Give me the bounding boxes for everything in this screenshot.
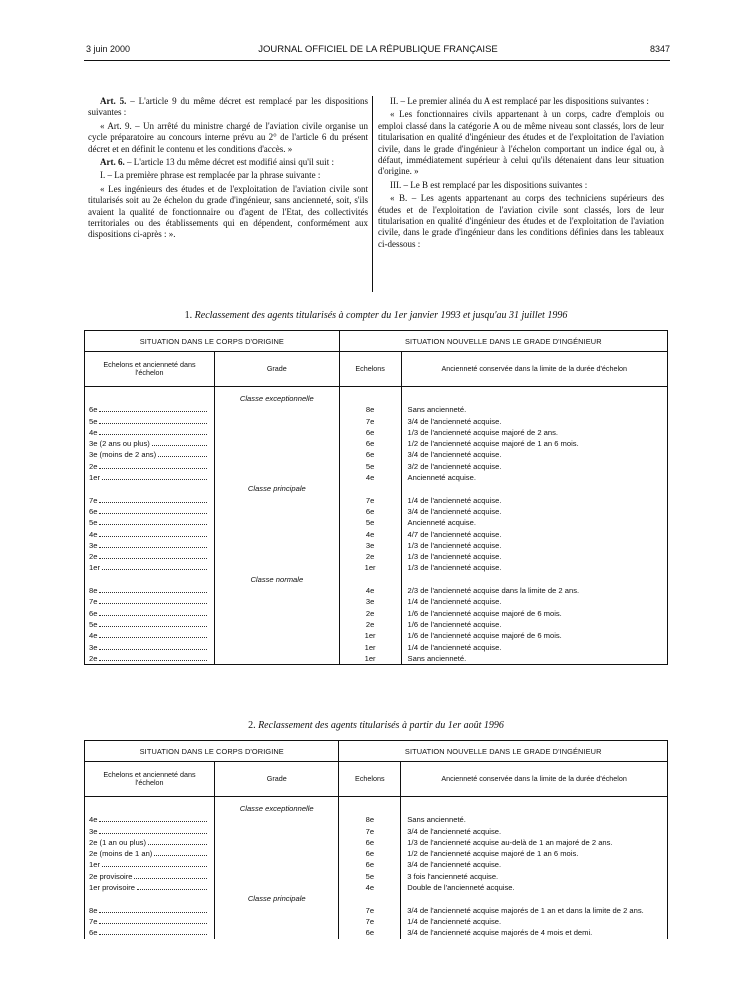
origin-echelon: 2e provisoire — [89, 871, 133, 881]
table-row — [85, 551, 668, 562]
dot-leader — [158, 449, 207, 457]
retained-seniority: 4/7 de l'ancienneté acquise. — [401, 529, 667, 540]
table-2-caption-number: 2. — [248, 720, 256, 731]
origin-echelon: 8e — [89, 905, 98, 915]
retained-seniority: 1/2 de l'ancienneté acquise majoré de 1 an 6 mois. — [401, 848, 668, 859]
left-text-column — [88, 96, 368, 243]
new-echelon: 2e — [339, 619, 401, 630]
dot-leader — [99, 596, 207, 604]
new-echelon: 3e — [339, 596, 401, 607]
origin-echelon-cell — [85, 596, 215, 607]
article-number: Art. 6. — [100, 157, 125, 168]
origin-echelon-cell — [85, 529, 215, 540]
dot-leader — [99, 529, 207, 537]
origin-echelon: 7e — [89, 916, 98, 926]
new-echelon: 6e — [339, 427, 401, 438]
retained-seniority: Ancienneté acquise. — [401, 517, 667, 528]
origin-echelon: 6e — [89, 608, 98, 618]
origin-echelon-cell — [85, 826, 215, 837]
retained-seniority: 1/6 de l'ancienneté acquise majoré de 6 mois. — [401, 608, 667, 619]
retained-seniority: 3/4 de l'ancienneté acquise. — [401, 826, 668, 837]
table-row — [85, 630, 668, 641]
origin-echelon: 4e — [89, 427, 98, 437]
dot-leader — [152, 438, 207, 446]
retained-seniority: 3/4 de l'ancienneté acquise majorés de 4 mois et demi. — [401, 927, 668, 938]
table-row — [85, 871, 668, 882]
origin-echelon: 1er provisoire — [89, 883, 136, 893]
origin-echelon: 7e — [89, 495, 98, 505]
grade-label: Classe principale — [214, 893, 339, 904]
retained-seniority: Sans ancienneté. — [401, 404, 667, 415]
grade-group-row — [85, 483, 668, 494]
table-row — [85, 608, 668, 619]
new-echelon: 8e — [339, 404, 401, 415]
dot-leader — [154, 848, 207, 856]
grade-group-row — [85, 893, 668, 904]
new-echelon: 7e — [339, 905, 401, 916]
table-row — [85, 562, 668, 573]
section-new-header: SITUATION NOUVELLE DANS LE GRADE D'INGÉNIEUR — [339, 741, 668, 762]
column-header-2: Grade — [214, 352, 339, 387]
dot-leader — [148, 837, 207, 845]
table-row — [85, 596, 668, 607]
dot-leader — [99, 404, 207, 412]
origin-echelon: 2e — [89, 552, 98, 562]
table-1-caption — [0, 310, 752, 321]
dot-leader — [99, 506, 207, 514]
origin-echelon: 3e — [89, 642, 98, 652]
table-row — [85, 529, 668, 540]
table-row — [85, 449, 668, 460]
paragraph-text: – L'article 9 du même décret est remplacé par les dispositions suivantes : — [88, 96, 369, 118]
new-echelon: 2e — [339, 551, 401, 562]
retained-seniority: Ancienneté acquise. — [401, 472, 667, 483]
right-paragraph: « B. – Les agents appartenant au corps des techniciens supérieurs des études et de l'exploitation de l'aviation civile sont classés, lors de leur titularisation en qualité d'ingénieur des études et de l'exploitation de l'aviation civile, dans le grade d'ingénieur dans les conditions définies dans les tableaux ci-dessous : — [378, 193, 664, 249]
paragraph-text: « Art. 9. – Un arrêté du ministre chargé de l'aviation civile organise un cycle préparatoire au concours interne prévu au 2° de l'article 6 du présent décret et en définit le contenu et les conditions d'accès. » — [88, 120, 368, 154]
header-date: 3 juin 2000 — [86, 44, 131, 54]
retained-seniority: 1/4 de l'ancienneté acquise. — [401, 642, 667, 653]
new-echelon: 6e — [339, 449, 401, 460]
new-echelon: 1er — [339, 653, 401, 665]
retained-seniority: 1/4 de l'ancienneté acquise. — [401, 916, 668, 927]
new-echelon: 4e — [339, 585, 401, 596]
origin-echelon: 8e — [89, 586, 98, 596]
table-row — [85, 404, 668, 415]
origin-echelon: 5e — [89, 416, 98, 426]
retained-seniority: Sans ancienneté. — [401, 653, 667, 665]
origin-echelon-cell — [85, 551, 215, 562]
table-row — [85, 461, 668, 472]
grade-group-row — [85, 803, 668, 814]
column-divider — [372, 96, 373, 292]
table-row — [85, 585, 668, 596]
section-header-row — [85, 331, 668, 352]
article-number: Art. 5. — [100, 96, 127, 106]
dot-leader — [102, 859, 207, 867]
left-paragraph — [88, 96, 368, 119]
table-row — [85, 642, 668, 653]
retained-seniority: 1/6 de l'ancienneté acquise. — [401, 619, 667, 630]
origin-echelon-cell — [85, 630, 215, 641]
dot-leader — [99, 461, 207, 469]
table-row — [85, 882, 668, 893]
table-row — [85, 427, 668, 438]
dot-leader — [99, 642, 207, 650]
new-echelon: 4e — [339, 882, 401, 893]
origin-echelon: 2e (1 an ou plus) — [89, 837, 146, 847]
table-row — [85, 619, 668, 630]
left-paragraph — [88, 121, 368, 155]
column-header-4: Ancienneté conservée dans la limite de la durée d'échelon — [401, 762, 668, 797]
origin-echelon: 2e — [89, 653, 98, 663]
origin-echelon-cell — [85, 461, 215, 472]
new-echelon: 1er — [339, 562, 401, 573]
retained-seniority: 3/4 de l'ancienneté acquise. — [401, 859, 668, 870]
left-paragraph — [88, 157, 368, 168]
retained-seniority: 3/4 de l'ancienneté acquise. — [401, 506, 667, 517]
retained-seniority: 1/3 de l'ancienneté acquise. — [401, 540, 667, 551]
dot-leader — [99, 619, 207, 627]
right-paragraph: « Les fonctionnaires civils appartenant à un corps, cadre d'emplois ou emploi classé dans la catégorie A ou de même niveau sont classés, lors de leur titularisation en qualité d'ingénieur des études et de l'exploitation de l'aviation civile, dans le grade d'ingénieur à l'échelon comportant un indice égal ou, à défaut, immédiatement supérieur à celui qu'ils détenaient dans leur situation d'origine. » — [378, 109, 664, 177]
dot-leader — [102, 562, 207, 570]
table-2-caption-text: Reclassement des agents titularisés à partir du 1er août 1996 — [258, 720, 504, 731]
retained-seniority: 3/4 de l'ancienneté acquise. — [401, 449, 667, 460]
origin-echelon-cell — [85, 882, 215, 893]
origin-echelon-cell — [85, 837, 215, 848]
new-echelon: 7e — [339, 416, 401, 427]
table-row — [85, 927, 668, 938]
table-row — [85, 472, 668, 483]
grade-label: Classe normale — [214, 574, 339, 585]
new-echelon: 8e — [339, 814, 401, 825]
dot-leader — [99, 916, 207, 924]
origin-echelon-cell — [85, 848, 215, 859]
right-paragraph: II. – Le premier alinéa du A est remplacé par les dispositions suivantes : — [390, 96, 649, 106]
table-row — [85, 814, 668, 825]
table-row — [85, 837, 668, 848]
retained-seniority: Sans ancienneté. — [401, 814, 668, 825]
new-echelon: 5e — [339, 461, 401, 472]
grade-label: Classe exceptionnelle — [214, 393, 339, 404]
table-row — [85, 495, 668, 506]
origin-echelon: 2e (moins de 1 an) — [89, 849, 153, 859]
origin-echelon-cell — [85, 814, 215, 825]
origin-echelon-cell — [85, 540, 215, 551]
retained-seniority: 1/3 de l'ancienneté acquise majoré de 2 ans. — [401, 427, 667, 438]
origin-echelon-cell — [85, 416, 215, 427]
origin-echelon: 6e — [89, 405, 98, 415]
retained-seniority: 1/4 de l'ancienneté acquise. — [401, 596, 667, 607]
new-echelon: 5e — [339, 871, 401, 882]
origin-echelon-cell — [85, 472, 215, 483]
table-1-caption-text: Reclassement des agents titularisés à compter du 1er janvier 1993 et jusqu'au 31 juillet 1996 — [194, 310, 568, 321]
table-row — [85, 540, 668, 551]
reclassement-table-1 — [84, 330, 668, 665]
header-rule — [84, 60, 670, 61]
retained-seniority: 3/4 de l'ancienneté acquise majorés de 1 an et dans la limite de 2 ans. — [401, 905, 668, 916]
origin-echelon-cell — [85, 642, 215, 653]
column-header-3: Echelons — [339, 762, 401, 797]
new-echelon: 7e — [339, 916, 401, 927]
retained-seniority: 1/3 de l'ancienneté acquise. — [401, 562, 667, 573]
section-new-header: SITUATION NOUVELLE DANS LE GRADE D'INGÉNIEUR — [339, 331, 667, 352]
right-text-column — [378, 96, 664, 252]
origin-echelon: 6e — [89, 506, 98, 516]
paragraph-text: « Les ingénieurs des études et de l'exploitation de l'aviation civile sont titularisés soit au 2e échelon du grade d'ingénieur, sans ancienneté, soit, s'ils avaient la qualité de fonctionnaire ou d'agent de l'Etat, des collectivités territoriales ou des établissements qui en dépendent, conformément aux dispositions ci-après : ». — [88, 183, 368, 240]
right-paragraph: III. – Le B est remplacé par les dispositions suivantes : — [390, 179, 588, 190]
dot-leader — [99, 814, 207, 822]
new-echelon: 1er — [339, 642, 401, 653]
new-echelon: 5e — [339, 517, 401, 528]
origin-echelon-cell — [85, 608, 215, 619]
table-row — [85, 438, 668, 449]
origin-echelon-cell — [85, 562, 215, 573]
origin-echelon-cell — [85, 404, 215, 415]
origin-echelon: 1er — [89, 563, 100, 573]
table-row — [85, 517, 668, 528]
grade-group-row — [85, 393, 668, 404]
retained-seniority: 1/2 de l'ancienneté acquise majoré de 1 an 6 mois. — [401, 438, 667, 449]
dot-leader — [99, 653, 207, 661]
origin-echelon-cell — [85, 495, 215, 506]
new-echelon: 6e — [339, 438, 401, 449]
dot-leader — [99, 551, 207, 559]
origin-echelon: 3e — [89, 826, 98, 836]
origin-echelon: 3e (moins de 2 ans) — [89, 450, 157, 460]
origin-echelon: 2e — [89, 461, 98, 471]
retained-seniority: 3/4 de l'ancienneté acquise. — [401, 416, 667, 427]
new-echelon: 7e — [339, 826, 401, 837]
dot-leader — [99, 826, 207, 834]
origin-echelon-cell — [85, 449, 215, 460]
origin-echelon: 3e (2 ans ou plus) — [89, 439, 150, 449]
new-echelon: 2e — [339, 608, 401, 619]
origin-echelon-cell — [85, 905, 215, 916]
origin-echelon: 1er — [89, 860, 100, 870]
retained-seniority: 1/3 de l'ancienneté acquise au-delà de 1 an majoré de 2 ans. — [401, 837, 668, 848]
origin-echelon-cell — [85, 438, 215, 449]
origin-echelon-cell — [85, 916, 215, 927]
table-row — [85, 905, 668, 916]
dot-leader — [99, 905, 207, 913]
retained-seniority: 1/3 de l'ancienneté acquise. — [401, 551, 667, 562]
origin-echelon-cell — [85, 427, 215, 438]
new-echelon: 6e — [339, 927, 401, 938]
dot-leader — [99, 517, 207, 525]
column-header-row — [85, 352, 668, 387]
table-row — [85, 848, 668, 859]
table-1-caption-number: 1. — [184, 310, 193, 321]
dot-leader — [99, 416, 207, 424]
origin-echelon-cell — [85, 653, 215, 665]
retained-seniority: 3/2 de l'ancienneté acquise. — [401, 461, 667, 472]
origin-echelon: 6e — [89, 928, 98, 938]
column-header-3: Echelons — [339, 352, 401, 387]
paragraph-text: – L'article 13 du même décret est modifié ainsi qu'il suit : — [124, 157, 334, 168]
new-echelon: 6e — [339, 837, 401, 848]
dot-leader — [99, 540, 207, 548]
origin-echelon: 4e — [89, 815, 98, 825]
new-echelon: 6e — [339, 848, 401, 859]
grade-label: Classe principale — [214, 483, 339, 494]
paragraph-text: I. – La première phrase est remplacée par la phrase suivante : — [100, 170, 321, 181]
table-row — [85, 916, 668, 927]
section-origin-header: SITUATION DANS LE CORPS D'ORIGINE — [85, 741, 339, 762]
retained-seniority: 2/3 de l'ancienneté acquise dans la limite de 2 ans. — [401, 585, 667, 596]
left-paragraph — [88, 170, 368, 181]
origin-echelon-cell — [85, 619, 215, 630]
table-row — [85, 859, 668, 870]
dot-leader — [99, 495, 207, 503]
origin-echelon-cell — [85, 517, 215, 528]
retained-seniority: 1/4 de l'ancienneté acquise. — [401, 495, 667, 506]
origin-echelon: 4e — [89, 631, 98, 641]
table-row — [85, 506, 668, 517]
table-row — [85, 416, 668, 427]
column-header-row — [85, 762, 668, 797]
dot-leader — [102, 472, 207, 480]
journal-title: JOURNAL OFFICIEL DE LA RÉPUBLIQUE FRANÇAISE — [258, 44, 498, 55]
origin-echelon: 1er — [89, 473, 100, 483]
table-row — [85, 826, 668, 837]
column-header-4: Ancienneté conservée dans la limite de la durée d'échelon — [401, 352, 667, 387]
new-echelon: 3e — [339, 540, 401, 551]
dot-leader — [99, 608, 207, 616]
dot-leader — [99, 927, 207, 935]
origin-echelon-cell — [85, 927, 215, 938]
grade-group-row — [85, 574, 668, 585]
section-header-row — [85, 741, 668, 762]
new-echelon: 1er — [339, 630, 401, 641]
origin-echelon: 3e — [89, 540, 98, 550]
dot-leader — [134, 871, 207, 879]
table-2-caption — [0, 720, 752, 731]
new-echelon: 4e — [339, 529, 401, 540]
retained-seniority: Double de l'ancienneté acquise. — [401, 882, 668, 893]
new-echelon: 6e — [339, 506, 401, 517]
section-origin-header: SITUATION DANS LE CORPS D'ORIGINE — [85, 331, 340, 352]
retained-seniority: 1/6 de l'ancienneté acquise majoré de 6 mois. — [401, 630, 667, 641]
dot-leader — [137, 882, 207, 890]
retained-seniority: 3 fois l'ancienneté acquise. — [401, 871, 668, 882]
new-echelon: 4e — [339, 472, 401, 483]
origin-echelon-cell — [85, 871, 215, 882]
origin-echelon: 7e — [89, 597, 98, 607]
origin-echelon: 5e — [89, 518, 98, 528]
origin-echelon: 5e — [89, 619, 98, 629]
new-echelon: 6e — [339, 859, 401, 870]
origin-echelon-cell — [85, 859, 215, 870]
column-header-1: Echelons et ancienneté dans l'échelon — [85, 762, 215, 797]
left-paragraph — [88, 184, 368, 241]
page-number: 8347 — [649, 44, 670, 54]
origin-echelon: 4e — [89, 529, 98, 539]
dot-leader — [99, 630, 207, 638]
origin-echelon-cell — [85, 585, 215, 596]
grade-label: Classe exceptionnelle — [214, 803, 339, 814]
reclassement-table-2 — [84, 740, 668, 939]
origin-echelon-cell — [85, 506, 215, 517]
table-row — [85, 653, 668, 665]
dot-leader — [99, 427, 207, 435]
dot-leader — [99, 585, 207, 593]
column-header-1: Echelons et ancienneté dans l'échelon — [85, 352, 215, 387]
column-header-2: Grade — [214, 762, 339, 797]
new-echelon: 7e — [339, 495, 401, 506]
